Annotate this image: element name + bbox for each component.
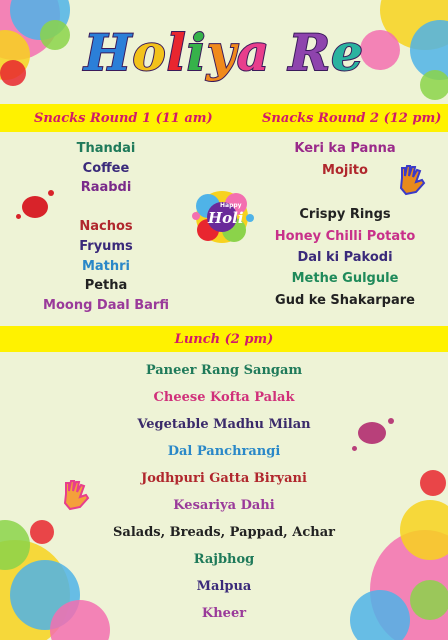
round1-item: Petha [84,278,128,293]
round2-item: Mojito [322,163,368,178]
round1-item: Mathri [81,259,131,274]
lunch-item: Paneer Rang Sangam [145,363,303,378]
title-letter: l [166,22,187,82]
title-letter: a [236,22,271,82]
snacks-round2-label: Snacks Round 2 (12 pm) [262,110,442,126]
title-letter: H [84,22,133,82]
snacks-round1-label: Snacks Round 1 (11 am) [34,110,213,126]
snacks-header-band [0,104,448,132]
round2-item: Honey Chilli Potato [274,229,416,244]
title-letter [270,23,288,82]
round2-item: Dal ki Pakodi [297,250,393,265]
round1-item: Moong Daal Barfi [43,298,169,313]
menu-title [0,8,448,96]
title-letter: i [186,22,207,82]
round2-item: Keri ka Panna [294,141,396,156]
lunch-item: Dal Panchrangi [167,444,281,459]
lunch-item: Rajbhog [193,552,255,567]
round2-item: Crispy Rings [299,207,391,222]
lunch-item: Malpua [196,579,252,594]
round2-item: Methe Gulgule [291,271,399,286]
lunch-item: Cheese Kofta Palak [153,390,295,405]
title-text [84,23,364,82]
title-letter: e [331,22,364,82]
lunch-item: Vegetable Madhu Milan [137,417,311,432]
lunch-item: Jodhpuri Gatta Biryani [141,471,307,486]
lunch-item: Salads, Breads, Pappad, Achar [113,525,335,540]
title-letter: o [132,22,167,82]
lunch-item: Kesariya Dahi [173,498,275,513]
lunch-item: Kheer [201,606,247,621]
round1-item: Nachos [79,219,133,234]
round1-item: Coffee [82,161,130,176]
round1-item: Raabdi [80,180,132,195]
title-letter: R [288,22,332,82]
lunch-label: Lunch (2 pm) [174,331,274,347]
round2-item: Gud ke Shakarpare [275,293,415,308]
badge-big-text: Holi [208,209,244,227]
round1-item: Fryums [79,239,133,254]
lunch-header-band [0,326,448,352]
round1-item: Thandai [76,141,136,156]
happy-holi-badge [186,186,258,248]
title-letter: y [206,22,237,82]
badge-small-text: Happy [220,202,242,209]
